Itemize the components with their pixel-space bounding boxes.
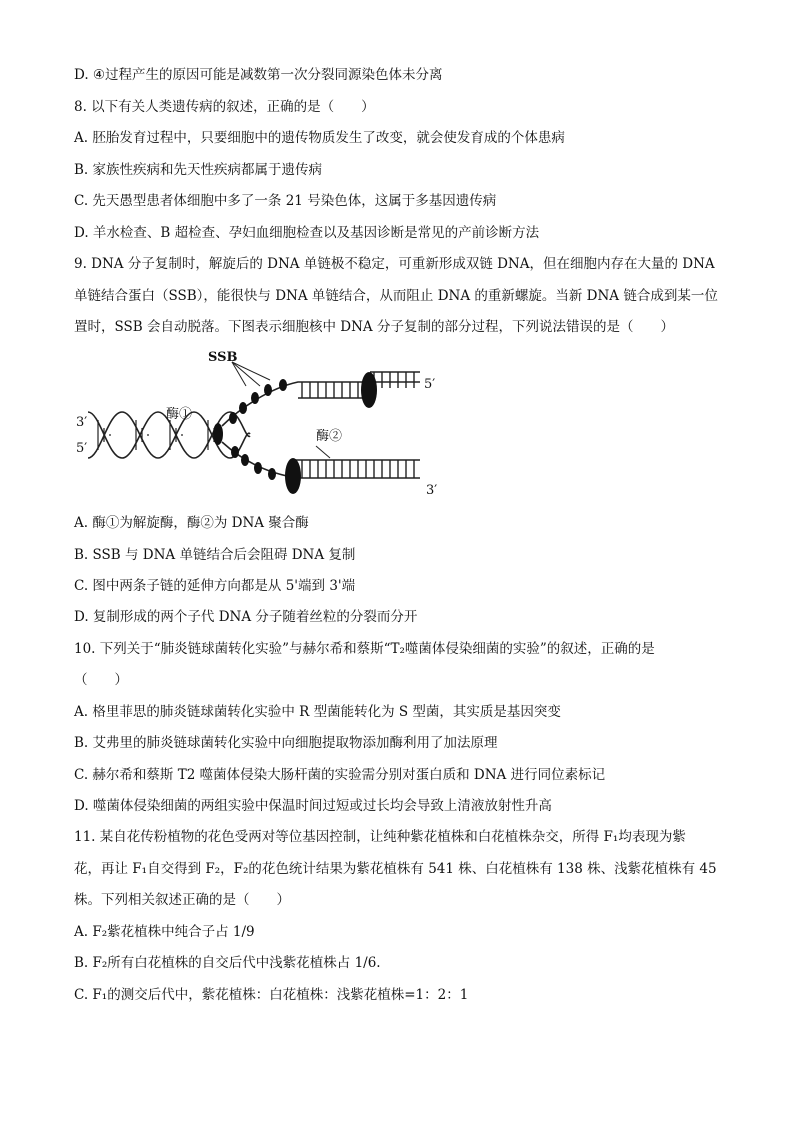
- upper-new-strand: [370, 372, 420, 382]
- ssb-label: SSB: [208, 350, 238, 365]
- enzyme1-label: 酶①: [166, 407, 193, 422]
- q11-stem-line3: 株。下列相关叙述正确的是（ ）: [74, 892, 290, 908]
- left-bottom-end-label: 5′: [76, 441, 88, 456]
- enzyme2-pointer: [316, 446, 330, 458]
- q10-option-d: D. 噬菌体侵染细菌的两组实验中保温时间过短或过长均会导致上清液放射性升高: [74, 798, 552, 814]
- q11-option-b: B. F₂所有白花植株的自交后代中浅紫花植株占 1/6.: [74, 955, 381, 971]
- upper-right-end-label: 5′: [424, 377, 436, 392]
- q9-option-d: D. 复制形成的两个子代 DNA 分子随着丝粒的分裂而分开: [74, 609, 418, 625]
- q10-option-c: C. 赫尔希和蔡斯 T2 噬菌体侵染大肠杆菌的实验需分别对蛋白质和 DNA 进行同位素标记: [74, 767, 606, 783]
- lower-daughter-duplex: [295, 460, 420, 478]
- q11-stem-line2: 花，再让 F₁自交得到 F₂，F₂的花色统计结果为紫花植株有 541 株、白花植株有 138 株、浅紫花植株有 45: [74, 861, 717, 877]
- enzyme2-lower-polymerase: [285, 458, 301, 494]
- q10-stem-line1: 10. 下列关于“肺炎链球菌转化实验”与赫尔希和蔡斯“T₂噬菌体侵染细菌的实验”的叙述，正确的是: [74, 641, 655, 657]
- q10-option-b: B. 艾弗里的肺炎链球菌转化实验中向细胞提取物添加酶利用了加法原理: [74, 735, 498, 751]
- q10-option-a: A. 格里菲思的肺炎链球菌转化实验中 R 型菌能转化为 S 型菌，其实质是基因突变: [74, 704, 561, 720]
- q9-option-b: B. SSB 与 DNA 单链结合后会阻碍 DNA 复制: [74, 547, 356, 563]
- lower-right-end-label: 3′: [426, 483, 438, 498]
- q8-option-d: D. 羊水检查、B 超检查、孕妇血细胞检查以及基因诊断是常见的产前诊断方法: [74, 225, 540, 241]
- q10-stem-line2: （ ）: [74, 672, 128, 688]
- q9-option-a: A. 酶①为解旋酶，酶②为 DNA 聚合酶: [74, 515, 309, 531]
- q11-option-c: C. F₁的测交后代中，紫花植株：白花植株：浅紫花植株=1：2：1: [74, 987, 469, 1003]
- q11-stem-line1: 11. 某自花传粉植物的花色受两对等位基因控制，让纯种紫花植株和白花植株杂交，所得 F₁均表现为紫: [74, 829, 686, 845]
- q9-stem-line1: 9. DNA 分子复制时，解旋后的 DNA 单链极不稳定，可重新形成双链 DNA，但在细胞内存在大量的 DNA: [74, 256, 715, 272]
- q8-option-b: B. 家族性疾病和先天性疾病都属于遗传病: [74, 162, 323, 178]
- q11-option-a: A. F₂紫花植株中纯合子占 1/9: [74, 924, 255, 940]
- left-top-end-label: 3′: [76, 415, 88, 430]
- ssb-pointer-lines: [232, 362, 270, 386]
- q7-option-d: D. ④过程产生的原因可能是减数第一次分裂同源染色体未分离: [74, 67, 443, 83]
- q8-option-a: A. 胚胎发育过程中，只要细胞中的遗传物质发生了改变，就会使发育成的个体患病: [74, 130, 565, 146]
- q9-option-c: C. 图中两条子链的延伸方向都是从 5'端到 3'端: [74, 578, 356, 594]
- ssb-proteins: [229, 379, 287, 480]
- q8-stem: 8. 以下有关人类遗传病的叙述，正确的是（ ）: [74, 99, 375, 115]
- enzyme1-helicase: [213, 423, 223, 445]
- enzyme2-label: 酶②: [316, 429, 343, 444]
- q9-stem-line3: 置时，SSB 会自动脱落。下图表示细胞核中 DNA 分子复制的部分过程，下列说法错误的是（ ）: [74, 319, 674, 335]
- q9-stem-line2: 单链结合蛋白（SSB），能很快与 DNA 单链结合，从而阻止 DNA 的重新螺旋。当新 DNA 链合成到某一位: [74, 288, 718, 304]
- q8-option-c: C. 先天愚型患者体细胞中多了一条 21 号染色体，这属于多基因遗传病: [74, 193, 497, 209]
- dna-replication-diagram: [70, 348, 460, 498]
- enzyme2-upper-polymerase: [361, 372, 377, 408]
